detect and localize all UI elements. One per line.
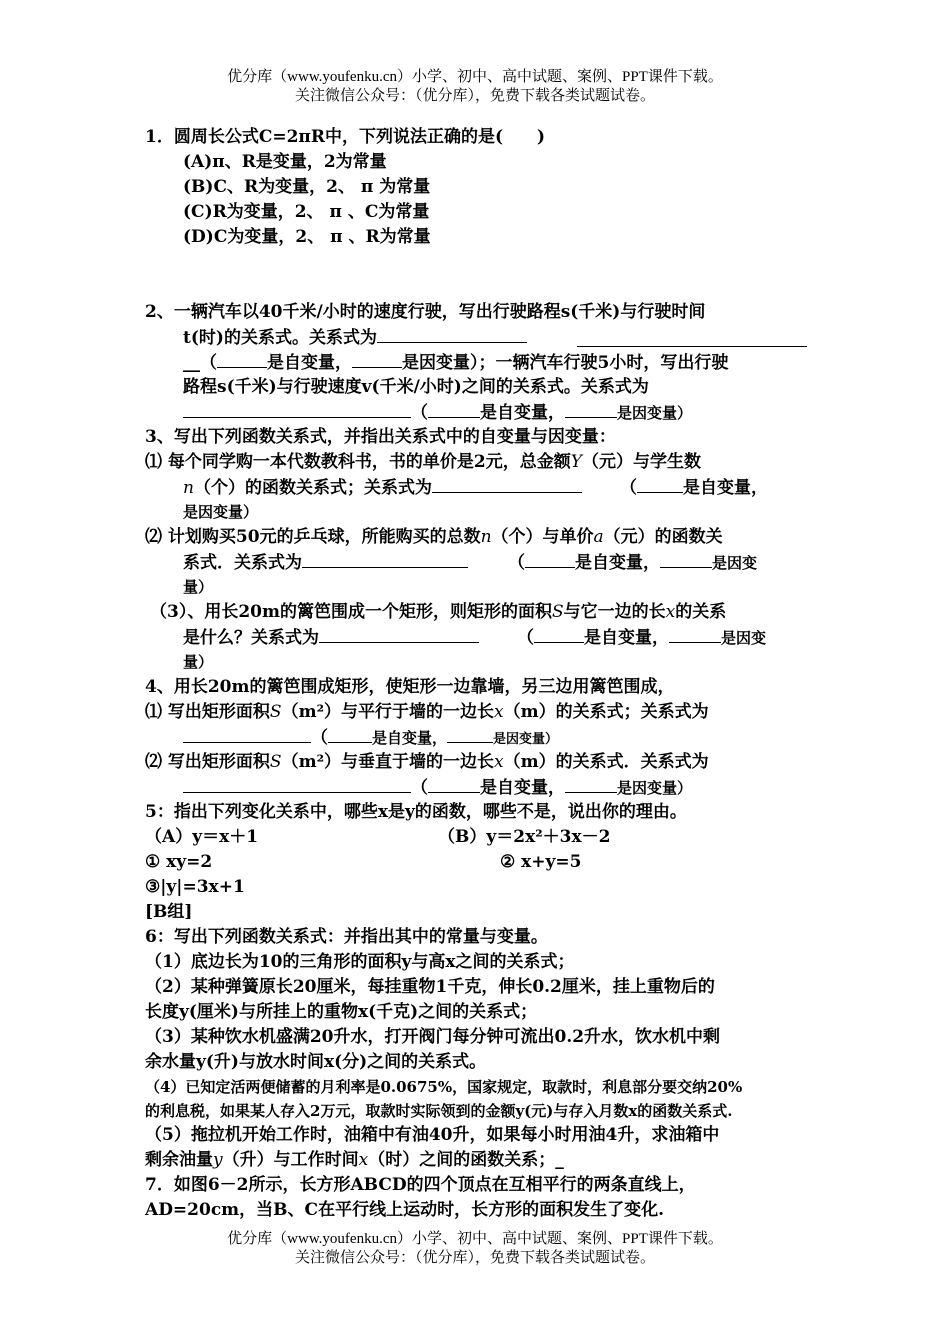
q3-p2-var-n: n bbox=[480, 527, 492, 547]
q3-p1-text-e: 是自变量， bbox=[682, 478, 768, 498]
q1-option-c: (C)R为变量，2、 π 、C为常量 bbox=[183, 202, 430, 222]
q3-p2-text-c: （元）的函数关 bbox=[603, 527, 723, 547]
q2-blank-3[interactable] bbox=[352, 351, 402, 368]
q2-line-3 bbox=[183, 351, 728, 374]
q2-line-2-text: t(时)的关系式。关系式为 bbox=[183, 328, 377, 348]
q5-option-b: （B）y＝2x²＋3x－2 bbox=[438, 827, 611, 847]
q3-p3-line-3: 量） bbox=[183, 653, 214, 671]
q3-p2-blank-1[interactable] bbox=[302, 551, 468, 568]
q6-s5-text-c: （时）之间的函数关系；_ bbox=[368, 1150, 564, 1170]
q5-case-1: ① xy=2 bbox=[145, 852, 213, 872]
q2-line-5 bbox=[183, 401, 692, 424]
q3-p1-line-2 bbox=[183, 476, 768, 499]
q3-p1-text-a: ⑴ 每个同学购一本代数教科书，书的单价是2元，总金额 bbox=[145, 452, 571, 472]
q3-p3-text-a: （3）、用长20m的篱笆围成一个矩形，则矩形的面积 bbox=[150, 602, 552, 622]
q3-p3-blank-1[interactable] bbox=[319, 626, 479, 643]
q3-p2-text-g: 是因变 bbox=[712, 554, 758, 572]
q4-p1-blank-1[interactable] bbox=[183, 726, 311, 743]
q4-p2-text-d: （ bbox=[411, 778, 428, 798]
q3-p3-line-2 bbox=[183, 626, 766, 649]
q4-p1-blank-3[interactable] bbox=[447, 726, 493, 743]
q3-p2-line-1 bbox=[145, 526, 723, 548]
q4-p2-blank-2[interactable] bbox=[428, 776, 480, 793]
q3-p1-line-1 bbox=[145, 451, 701, 473]
q4-p2-var-x: x bbox=[494, 752, 504, 772]
q4-p1-text-e: 是自变量， bbox=[372, 729, 448, 747]
q4-p2-blank-1[interactable] bbox=[183, 776, 411, 793]
q3-p2-text-b: （个）与单价 bbox=[491, 527, 594, 547]
q5-option-a: （A）y＝x＋1 bbox=[145, 827, 259, 847]
q2-line-3c: 是因变量）；一辆汽车行驶5小时，写出行驶 bbox=[402, 353, 729, 373]
q4-p2-text-b: （m²）与垂直于墙的一边长 bbox=[281, 752, 495, 772]
q3-p2-text-e: （ bbox=[508, 553, 525, 573]
q3-p2-blank-3[interactable] bbox=[660, 551, 712, 568]
q3-p1-blank-2[interactable] bbox=[637, 476, 683, 493]
q4-p2-var-s: S bbox=[269, 752, 282, 772]
q4-p2-blank-3[interactable] bbox=[565, 776, 617, 793]
q4-p2-text-c: （m）的关系式．关系式为 bbox=[503, 752, 709, 772]
q2-blank-1b[interactable] bbox=[577, 330, 807, 347]
q4-p1-text-b: （m²）与平行于墙的一边长 bbox=[281, 702, 495, 722]
q6-s5-var-x: x bbox=[358, 1150, 369, 1170]
q3-p3-line-1 bbox=[150, 601, 726, 623]
q4-p1-text-c: （m）的关系式；关系式为 bbox=[503, 702, 709, 722]
q1-option-a: (A)π、R是变量，2为常量 bbox=[183, 152, 387, 172]
q3-p3-text-b: 与它一边的长 bbox=[563, 602, 666, 622]
q1-stem: 1．圆周长公式C=2πR中，下列说法正确的是( ) bbox=[145, 127, 546, 147]
q3-p1-text-d: （ bbox=[619, 478, 637, 498]
q2-blank-4[interactable] bbox=[183, 401, 411, 418]
q1-option-b: (B)C、R为变量，2、 π 为常量 bbox=[183, 177, 431, 197]
group-b-label: [B组] bbox=[145, 902, 193, 922]
q6-s5-line-2 bbox=[145, 1149, 564, 1171]
q6-s3-line-1: （3）某种饮水机盛满20升水，打开阀门每分钟可流出0.2升水，饮水机中剩 bbox=[145, 1027, 721, 1047]
q3-p3-text-d: 是什么？关系式为 bbox=[183, 628, 319, 648]
q4-p2-text-a: ⑵ 写出矩形面积 bbox=[145, 752, 270, 772]
q2-blank-5[interactable] bbox=[428, 401, 480, 418]
q6-s5-text-b: （升）与工作时间 bbox=[222, 1150, 359, 1170]
q6-s3-line-2: 余水量y(升)与放水时间x(分)之间的关系式。 bbox=[145, 1052, 487, 1072]
q3-p1-var-n: n bbox=[183, 478, 194, 498]
q6-s1: （1）底边长为10的三角形的面积y与高x之间的关系式； bbox=[145, 952, 575, 972]
q6-s2-line-2: 长度y(厘米)与所挂上的重物x(千克)之间的关系式； bbox=[145, 1002, 538, 1022]
q6-s5-line-1: （5）拖拉机开始工作时，油箱中有油40升，如果每小时用油4升，求油箱中 bbox=[145, 1125, 720, 1145]
q2-line-5b: 是自变量， bbox=[480, 403, 565, 423]
q3-p2-var-a: a bbox=[593, 527, 604, 547]
q2-line-3b: 是自变量， bbox=[267, 353, 352, 373]
q2-line-1: 2、一辆汽车以40千米/小时的速度行驶，写出行驶路程s(千米)与行驶时间 bbox=[145, 302, 706, 322]
q3-p2-blank-2[interactable] bbox=[525, 551, 575, 568]
q7-line-1: 7．如图6－2所示，长方形ABCD的四个顶点在互相平行的两条直线上， bbox=[145, 1175, 696, 1195]
q4-p1-text-a: ⑴ 写出矩形面积 bbox=[145, 702, 270, 722]
q3-p2-text-a: ⑵ 计划购买50元的乒乓球，所能购买的总数 bbox=[145, 527, 481, 547]
q3-stem: 3、写出下列函数关系式，并指出关系式中的自变量与因变量： bbox=[145, 427, 616, 447]
q3-p1-line-3: 是因变量） bbox=[183, 503, 259, 521]
q6-s5-var-y: y bbox=[213, 1150, 223, 1170]
q6-s5-text-a: 剩余油量 bbox=[145, 1150, 213, 1170]
q3-p3-text-e: （ bbox=[517, 628, 534, 648]
q3-p3-text-f: 是自变量， bbox=[584, 628, 669, 648]
q3-p2-text-f: 是自变量， bbox=[575, 553, 660, 573]
q4-p1-blank-2[interactable] bbox=[328, 726, 372, 743]
q2-line-2 bbox=[183, 326, 527, 349]
q4-p1-line-2 bbox=[183, 726, 558, 751]
q6-s4-line-1: （4）已知定活两便储蓄的月利率是0.0675%，国家规定，取款时，利息部分要交纳20% bbox=[145, 1078, 743, 1096]
q3-p1-blank-1[interactable] bbox=[432, 476, 582, 493]
q7-line-2: AD=20cm，当B、C在平行线上运动时，长方形的面积发生了变化. bbox=[145, 1200, 664, 1220]
q1-option-d: (D)C为变量，2、 π 、R为常量 bbox=[183, 227, 431, 247]
q4-p1-line-1 bbox=[145, 701, 709, 723]
q3-p3-var-s: S bbox=[551, 602, 564, 622]
footer-line-1: 优分库（www.youfenku.cn）小学、初中、高中试题、案例、PPT课件下载。 bbox=[227, 1231, 723, 1247]
q2-line-3a: __（ bbox=[183, 353, 217, 373]
q4-p2-text-e: 是自变量， bbox=[480, 778, 565, 798]
footer-line-2: 关注微信公众号：（优分库），免费下载各类试题试卷。 bbox=[294, 1250, 655, 1266]
q4-stem: 4、用长20m的篱笆围成矩形，使矩形一边靠墙，另三边用篱笆围成， bbox=[145, 677, 675, 697]
q3-p1-text-b: （元）与学生数 bbox=[581, 452, 701, 472]
q3-p2-text-d: 系式．关系式为 bbox=[183, 553, 302, 573]
q4-p2-text-f: 是因变量） bbox=[617, 779, 693, 797]
q3-p3-text-g: 是因变 bbox=[721, 629, 767, 647]
q2-blank-2[interactable] bbox=[217, 351, 267, 368]
q5-case-2: ② x+y=5 bbox=[500, 852, 582, 872]
header-line-1: 优分库（www.youfenku.cn）小学、初中、高中试题、案例、PPT课件下载。 bbox=[227, 69, 723, 85]
q2-blank-6[interactable] bbox=[565, 401, 617, 418]
q2-line-5a: （ bbox=[411, 403, 428, 423]
q2-blank-1[interactable] bbox=[377, 326, 527, 343]
q4-p2-line-2 bbox=[183, 776, 692, 799]
q6-s2-line-1: （2）某种弹簧原长20厘米，每挂重物1千克，伸长0.2厘米，挂上重物后的 bbox=[145, 977, 715, 997]
q2-line-5c: 是因变量） bbox=[617, 404, 693, 422]
q3-p3-blank-3[interactable] bbox=[669, 626, 721, 643]
q3-p3-text-c: 的关系 bbox=[675, 602, 727, 622]
q3-p1-var-y: Y bbox=[570, 452, 582, 472]
q2-line-4: 路程s(千米)与行驶速度v(千米/小时)之间的关系式。关系式为 bbox=[183, 377, 649, 397]
q3-p2-line-3: 量） bbox=[183, 578, 214, 596]
q5-case-3: ③|y|=3x+1 bbox=[145, 877, 245, 897]
q6-stem: 6：写出下列函数关系式：并指出其中的常量与变量。 bbox=[145, 927, 548, 947]
q3-p2-line-2 bbox=[183, 551, 757, 574]
q4-p1-text-f: 是因变量） bbox=[493, 732, 559, 747]
header-line-2: 关注微信公众号：（优分库），免费下载各类试题试卷。 bbox=[294, 88, 655, 104]
page-header bbox=[0, 68, 950, 106]
q6-s4-line-2: 的利息税，如果某人存入2万元，取款时实际领到的金额y(元)与存入月数x的函数关系式. bbox=[145, 1102, 733, 1120]
q3-p1-text-c: （个）的函数关系式；关系式为 bbox=[193, 478, 432, 498]
q4-p2-line-1 bbox=[145, 751, 709, 773]
q4-p1-var-s: S bbox=[269, 702, 282, 722]
q5-stem: 5：指出下列变化关系中，哪些x是y的函数，哪些不是，说出你的理由。 bbox=[145, 802, 687, 822]
q4-p1-text-d: （ bbox=[311, 728, 328, 748]
q4-p1-var-x: x bbox=[494, 702, 504, 722]
q3-p3-blank-2[interactable] bbox=[534, 626, 584, 643]
page-footer bbox=[0, 1230, 950, 1268]
q3-p3-var-x: x bbox=[665, 602, 676, 622]
